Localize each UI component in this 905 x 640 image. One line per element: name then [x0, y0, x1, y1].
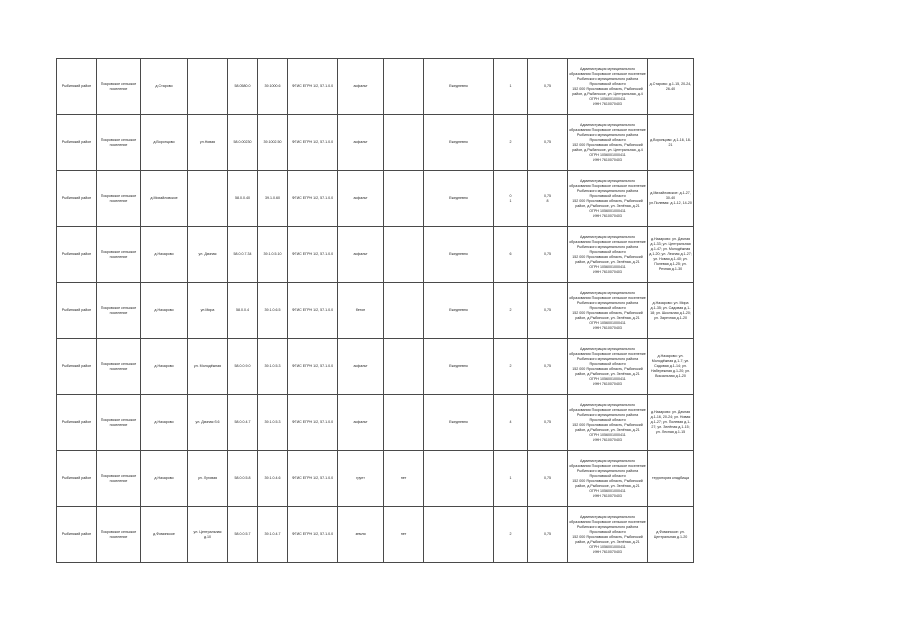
settlement-cell-text: Покровское сельское поселение	[100, 249, 137, 259]
quantity-cell-text: 0 1	[509, 193, 512, 203]
organization-cell-text: Администрация муниципального образования Покровское сельское поселение Рыбинского муниципального района Ярославской области 152 000 Ярославская область, Рыбинский район, д.Рыбинское, ул. Зелёная, д.21 ОГРН 1056001000411 ИНН 7610070403	[569, 290, 646, 330]
surface-cell	[338, 283, 384, 339]
street-cell	[188, 115, 228, 171]
locality-cell	[141, 283, 188, 339]
settlement-cell-text: Покровское сельское поселение	[100, 193, 137, 203]
mode-cell	[424, 395, 494, 451]
locality-cell	[141, 227, 188, 283]
mode-cell	[424, 59, 494, 115]
quantity-cell	[494, 59, 528, 115]
latitude-cell-text: 58.0.0.40	[235, 196, 250, 200]
longitude-cell	[258, 283, 288, 339]
longitude-cell	[258, 115, 288, 171]
settlement-cell-text: Покровское сельское поселение	[100, 137, 137, 147]
quantity-cell-text: 1	[509, 476, 512, 480]
longitude-cell-text: 39.1.0.60	[265, 196, 280, 200]
surface-cell-text: земля	[355, 532, 366, 536]
settlement-cell-text: Покровское сельское поселение	[100, 529, 137, 539]
mode-cell-text: Ежедневно	[449, 196, 468, 200]
longitude-cell-text: 39.1000.6	[264, 84, 281, 88]
settlement-cell-text: Покровское сельское поселение	[100, 473, 137, 483]
count-cell	[384, 395, 424, 451]
settlement-cell-text: Покровское сельское поселение	[100, 305, 137, 315]
count-cell	[384, 59, 424, 115]
district-cell-text: Рыбинский район	[61, 196, 92, 200]
table-row	[57, 339, 904, 395]
street-cell-text: ул.Мира	[200, 308, 215, 312]
settlement-cell	[97, 283, 141, 339]
surface-cell	[338, 171, 384, 227]
locality-cell	[141, 115, 188, 171]
organization-cell-text: Администрация муниципального образования Покровское сельское поселение Рыбинского муниципального района Ярославской области 152 000 Ярославская область, Рыбинский район, д.Рыбинское, ул. Зелёная, д.21 ОГРН 1056001000411 ИНН 7610070403	[569, 346, 646, 386]
settlement-cell	[97, 115, 141, 171]
volume-cell	[528, 227, 568, 283]
method-cell	[288, 227, 338, 283]
volume-cell-text: 0,75	[544, 252, 551, 256]
latitude-cell-text: 58.0.0.5.8	[234, 476, 251, 480]
quantity-cell-text: 1	[509, 84, 512, 88]
street-cell-text: ул.Новая	[199, 140, 216, 144]
method-cell-text: ФГИС ЕГРН 1/2, 57.1.0.0	[291, 364, 334, 368]
houses-served-cell	[648, 507, 694, 563]
street-cell	[188, 395, 228, 451]
locality-cell-text: д.Фоминское	[153, 532, 175, 536]
locality-cell-text: д.Старово	[155, 84, 173, 88]
latitude-cell	[228, 507, 258, 563]
method-cell-text: ФГИС ЕГРН 1/2, 57.1.0.0	[291, 532, 334, 536]
organization-cell	[568, 171, 648, 227]
longitude-cell-text: 39.1.0.6.5	[264, 308, 281, 312]
longitude-cell-text: 39.1.0.5.10	[263, 252, 282, 256]
count-cell	[384, 171, 424, 227]
street-cell	[188, 339, 228, 395]
mode-cell	[424, 115, 494, 171]
houses-served-cell	[648, 115, 694, 171]
quantity-cell-text: 4	[509, 420, 512, 424]
locality-cell-text: д.Назарово	[154, 364, 174, 368]
surface-cell	[338, 451, 384, 507]
mode-cell	[424, 507, 494, 563]
quantity-cell	[494, 227, 528, 283]
houses-served-cell-text: д.Назарово: ул. Дачная д.1-33; ул. Центральная д.1-47; ул. Молодёжная д.1-20; ул. Лесная д.1-27; ул. Новая д.1-40; ул. Полевая д.1-25; ул. Речная д.1-30	[649, 237, 692, 271]
quantity-cell	[494, 115, 528, 171]
table-row	[57, 227, 904, 283]
organization-cell	[568, 451, 648, 507]
table-row	[57, 283, 904, 339]
district-cell-text: Рыбинский район	[61, 364, 92, 368]
volume-cell	[528, 451, 568, 507]
surface-cell	[338, 115, 384, 171]
houses-served-cell-text: территория кладбища	[652, 476, 689, 480]
mode-cell	[424, 171, 494, 227]
street-cell-text: ул. Дачная	[198, 252, 217, 256]
quantity-cell	[494, 283, 528, 339]
mode-cell	[424, 283, 494, 339]
table-row	[57, 115, 904, 171]
surface-cell-text: асфальт	[353, 364, 368, 368]
longitude-cell-text: 39.1.0.4.7	[264, 532, 281, 536]
mode-cell-text: Ежедневно	[449, 84, 468, 88]
district-cell	[57, 171, 97, 227]
settlement-cell	[97, 395, 141, 451]
volume-cell	[528, 59, 568, 115]
surface-cell-text: асфальт	[353, 84, 368, 88]
district-cell-text: Рыбинский район	[61, 532, 92, 536]
organization-cell	[568, 339, 648, 395]
count-cell	[384, 507, 424, 563]
latitude-cell	[228, 395, 258, 451]
quantity-cell-text: 2	[509, 364, 512, 368]
settlement-cell-text: Покровское сельское поселение	[100, 81, 137, 91]
mode-cell	[424, 339, 494, 395]
volume-cell-text: 0,75	[544, 420, 551, 424]
locality-cell-text: д.Назарово	[154, 252, 174, 256]
organization-cell-text: Администрация муниципального образования Покровское сельское поселение Рыбинского муниципального района Ярославской области 152 000 Ярославская область, Рыбинский район, д.Рыбинское, ул. Зелёная, д.21 ОГРН 1056001000411 ИНН 7610070403	[569, 234, 646, 274]
quantity-cell	[494, 507, 528, 563]
volume-cell-text: 0,75	[544, 84, 551, 88]
volume-cell-text: 0,75	[544, 476, 551, 480]
volume-cell	[528, 507, 568, 563]
method-cell	[288, 59, 338, 115]
street-cell	[188, 451, 228, 507]
houses-served-cell-text: д.Воронцово: д.1-16, 18-21	[650, 137, 691, 147]
latitude-cell-text: 58.0.0.9.0	[234, 364, 251, 368]
method-cell-text: ФГИС ЕГРН 1/2, 57.1.0.0	[291, 196, 334, 200]
locality-cell	[141, 507, 188, 563]
street-cell	[188, 283, 228, 339]
street-cell	[188, 59, 228, 115]
street-cell-text: ул. Луговая	[197, 476, 218, 480]
longitude-cell-text: 39.1.0.4.6	[264, 476, 281, 480]
method-cell	[288, 171, 338, 227]
longitude-cell	[258, 171, 288, 227]
mode-cell-text: Ежедневно	[449, 252, 468, 256]
settlement-cell	[97, 339, 141, 395]
method-cell	[288, 395, 338, 451]
method-cell	[288, 451, 338, 507]
district-cell-text: Рыбинский район	[61, 420, 92, 424]
latitude-cell	[228, 451, 258, 507]
houses-served-cell	[648, 227, 694, 283]
volume-cell-text: 0,75	[544, 308, 551, 312]
district-cell-text: Рыбинский район	[61, 84, 92, 88]
volume-cell-text: 0,75	[544, 140, 551, 144]
latitude-cell-text: 58.0580.0	[234, 84, 251, 88]
surface-cell	[338, 395, 384, 451]
longitude-cell	[258, 395, 288, 451]
locality-cell-text: д.Назарово	[154, 308, 174, 312]
district-cell	[57, 115, 97, 171]
organization-cell-text: Администрация муниципального образования Покровское сельское поселение Рыбинского муниципального района Ярославской области 152 000 Ярославская область, Рыбинский район, д.Рыбинское, ул. Зелёная, д.21 ОГРН 1056001000411 ИНН 7610070403	[569, 178, 646, 218]
count-cell	[384, 227, 424, 283]
mode-cell	[424, 451, 494, 507]
locality-cell	[141, 451, 188, 507]
district-cell-text: Рыбинский район	[61, 252, 92, 256]
longitude-cell-text: 39.1.0.5.3	[264, 364, 281, 368]
settlement-cell	[97, 59, 141, 115]
surface-cell	[338, 339, 384, 395]
table-row	[57, 451, 904, 507]
count-cell	[384, 115, 424, 171]
mode-cell	[424, 227, 494, 283]
street-cell-text: ул. Дачная б.6	[195, 420, 220, 424]
method-cell-text: ФГИС ЕГРН 1/2, 57.1.0.0	[291, 140, 334, 144]
organization-cell	[568, 115, 648, 171]
locality-cell	[141, 171, 188, 227]
locality-cell-text: д.Назарово	[154, 420, 174, 424]
mode-cell-text: Ежедневно	[449, 308, 468, 312]
district-cell-text: Рыбинский район	[61, 308, 92, 312]
latitude-cell	[228, 171, 258, 227]
settlement-cell	[97, 171, 141, 227]
organization-cell	[568, 395, 648, 451]
longitude-cell	[258, 339, 288, 395]
surface-cell	[338, 59, 384, 115]
organization-cell-text: Администрация муниципального образования Покровское сельское поселение Рыбинского муниципального района Ярославской области 152 000 Ярославская область, Рыбинский район, д.Рыбинское, ул. Центральная, д.4 ОГРН 1056001000411 ИНН 7610070403	[569, 66, 646, 106]
method-cell	[288, 339, 338, 395]
organization-cell	[568, 507, 648, 563]
volume-cell-text: 0,75	[544, 364, 551, 368]
locality-cell-text: д.Назарово	[154, 476, 174, 480]
count-cell	[384, 339, 424, 395]
locality-cell	[141, 395, 188, 451]
longitude-cell	[258, 451, 288, 507]
street-cell	[188, 507, 228, 563]
district-cell	[57, 227, 97, 283]
quantity-cell-text: 2	[509, 308, 512, 312]
volume-cell	[528, 339, 568, 395]
longitude-cell-text: 39.1002.50	[263, 140, 282, 144]
district-cell	[57, 507, 97, 563]
quantity-cell	[494, 451, 528, 507]
volume-cell	[528, 283, 568, 339]
surface-cell-text: грунт	[356, 476, 365, 480]
settlement-cell	[97, 507, 141, 563]
mode-cell-text: Ежедневно	[449, 140, 468, 144]
district-cell	[57, 339, 97, 395]
latitude-cell	[228, 227, 258, 283]
latitude-cell	[228, 59, 258, 115]
method-cell	[288, 507, 338, 563]
quantity-cell-text: 6	[509, 252, 512, 256]
locality-cell-text: д.Воронцово	[153, 140, 175, 144]
volume-cell	[528, 171, 568, 227]
houses-served-cell-text: д.Назарово: ул. Молодёжная д.1-7; ул. Садовая д.1-14; ул. Набережная д.1-20; ул. Вокзальная д.1-20	[651, 354, 690, 378]
settlement-cell	[97, 227, 141, 283]
organization-cell-text: Администрация муниципального образования Покровское сельское поселение Рыбинского муниципального района Ярославской области 152 000 Ярославская область, Рыбинский район, д.Рыбинское, ул. Центральная, д.4 ОГРН 1056001000411 ИНН 7610070403	[569, 122, 646, 162]
houses-served-cell-text: д.Михайловское: д.1-27, 30-40 ул.Полевая: д.1-12, 14-20	[649, 191, 692, 205]
latitude-cell	[228, 283, 258, 339]
surface-cell-text: бетон	[355, 308, 366, 312]
method-cell	[288, 283, 338, 339]
volume-cell	[528, 115, 568, 171]
locality-cell	[141, 59, 188, 115]
method-cell-text: ФГИС ЕГРН 1/2, 57.1.0.0	[291, 252, 334, 256]
containers-registry-table	[56, 58, 904, 563]
locality-cell-text: д.Михайловское	[150, 196, 178, 200]
houses-served-cell	[648, 451, 694, 507]
latitude-cell-text: 58.0.00230	[233, 140, 252, 144]
surface-cell	[338, 507, 384, 563]
organization-cell-text: Администрация муниципального образования Покровское сельское поселение Рыбинского муниципального района Ярославской области 152 000 Ярославская область, Рыбинский район, д.Рыбинское, ул. Зелёная, д.21 ОГРН 1056001000411 ИНН 7610070403	[569, 514, 646, 554]
district-cell	[57, 395, 97, 451]
surface-cell-text: асфальт	[353, 140, 368, 144]
longitude-cell	[258, 59, 288, 115]
mode-cell-text: Ежедневно	[449, 420, 468, 424]
quantity-cell	[494, 395, 528, 451]
quantity-cell	[494, 339, 528, 395]
latitude-cell	[228, 115, 258, 171]
houses-served-cell-text: д.Старово: д.1-15, 20-24, 26-40	[649, 81, 692, 91]
method-cell-text: ФГИС ЕГРН 1/2, 57.1.0.0	[291, 420, 334, 424]
latitude-cell-text: 58.0.0.5.7	[234, 532, 251, 536]
longitude-cell	[258, 507, 288, 563]
latitude-cell-text: 58.0.0.4	[236, 308, 249, 312]
volume-cell-text: 0,75	[544, 532, 551, 536]
district-cell-text: Рыбинский район	[61, 140, 92, 144]
street-cell-text: ул. Центральная д.10	[193, 529, 222, 539]
surface-cell-text: асфальт	[353, 252, 368, 256]
method-cell-text: ФГИС ЕГРН 1/2, 57.1.0.0	[291, 476, 334, 480]
longitude-cell-text: 39.1.0.5.3	[264, 420, 281, 424]
method-cell	[288, 115, 338, 171]
quantity-cell	[494, 171, 528, 227]
count-cell	[384, 451, 424, 507]
district-cell	[57, 283, 97, 339]
street-cell	[188, 171, 228, 227]
organization-cell	[568, 59, 648, 115]
houses-served-cell	[648, 171, 694, 227]
organization-cell	[568, 283, 648, 339]
table-row	[57, 507, 904, 563]
district-cell	[57, 59, 97, 115]
surface-cell	[338, 227, 384, 283]
latitude-cell-text: 58.0.0.7.34	[233, 252, 252, 256]
quantity-cell-text: 2	[509, 532, 512, 536]
volume-cell-text: 0,75 8	[544, 193, 551, 203]
count-cell-text: нет	[400, 532, 407, 536]
street-cell	[188, 227, 228, 283]
table-row	[57, 59, 904, 115]
quantity-cell-text: 2	[509, 140, 512, 144]
houses-served-cell-text: д.Фоминское: ул. Центральная д.1-20	[653, 529, 688, 539]
method-cell-text: ФГИС ЕГРН 1/2, 57.1.0.0	[291, 84, 334, 88]
houses-served-cell-text: д.Назарово: ул. Мира д.1-35; ул. Садовая д.1-18; ул. Школьная д.1-20; ул. Заречная д.1-20	[650, 300, 691, 320]
district-cell	[57, 451, 97, 507]
district-cell-text: Рыбинский район	[61, 476, 92, 480]
surface-cell-text: асфальт	[353, 196, 368, 200]
latitude-cell	[228, 339, 258, 395]
street-cell-text: ул. Молодёжная	[193, 364, 222, 368]
method-cell-text: ФГИС ЕГРН 1/2, 57.1.0.0	[291, 308, 334, 312]
surface-cell-text: асфальт	[353, 420, 368, 424]
count-cell	[384, 283, 424, 339]
table-row	[57, 171, 904, 227]
organization-cell	[568, 227, 648, 283]
organization-cell-text: Администрация муниципального образования Покровское сельское поселение Рыбинского муниципального района Ярославской области 152 000 Ярославская область, Рыбинский район, д.Рыбинское, ул. Зелёная, д.21 ОГРН 1056001000411 ИНН 7610070403	[569, 402, 646, 442]
houses-served-cell	[648, 59, 694, 115]
houses-served-cell	[648, 283, 694, 339]
latitude-cell-text: 58.0.0.4.7	[234, 420, 251, 424]
settlement-cell-text: Покровское сельское поселение	[100, 361, 137, 371]
longitude-cell	[258, 227, 288, 283]
table-row	[57, 395, 904, 451]
mode-cell-text: Ежедневно	[449, 364, 468, 368]
houses-served-cell	[648, 395, 694, 451]
count-cell-text: нет	[400, 476, 407, 480]
settlement-cell-text: Покровское сельское поселение	[100, 417, 137, 427]
settlement-cell	[97, 451, 141, 507]
houses-served-cell-text: д.Назарово: ул. Дачная д.1-16, 20-24; ул. Новая д.1-27; ул. Полевая д.1-27; ул. Зелёная д.1-15; ул. Лесная д.1-15	[650, 410, 691, 434]
organization-cell-text: Администрация муниципального образования Покровское сельское поселение Рыбинского муниципального района Ярославской области 152 000 Ярославская область, Рыбинский район, д.Рыбинское, ул. Зелёная, д.21 ОГРН 1056001000411 ИНН 7610070403	[569, 458, 646, 498]
volume-cell	[528, 395, 568, 451]
houses-served-cell	[648, 339, 694, 395]
locality-cell	[141, 339, 188, 395]
